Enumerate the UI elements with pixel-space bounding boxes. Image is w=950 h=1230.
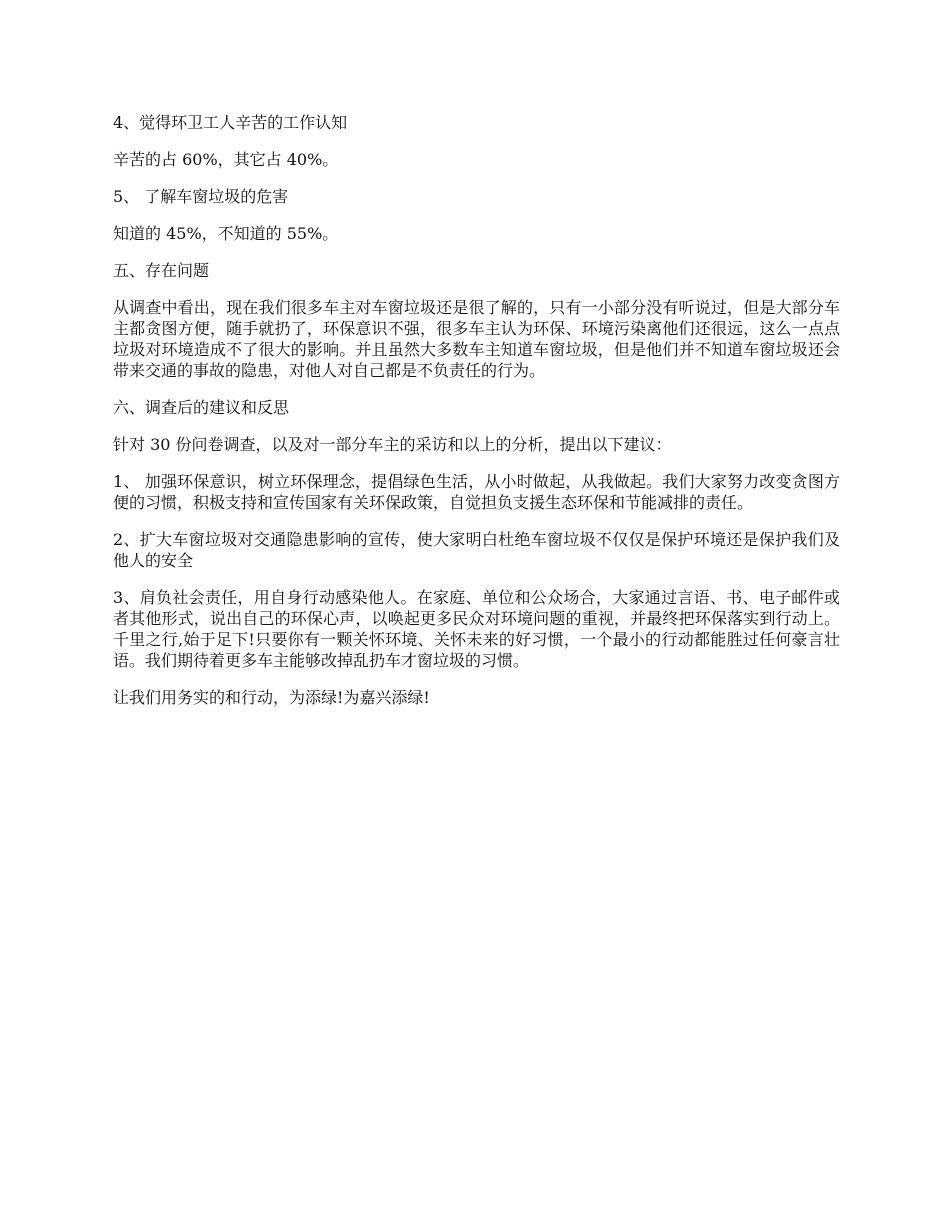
suggestion-2: 2、扩大车窗垃圾对交通隐患影响的宣传，使大家明白杜绝车窗垃圾不仅仅是保护环境还是保护我们及他人的安全 [113,530,840,570]
survey-item-4-heading: 4、觉得环卫工人辛苦的工作认知 [113,113,348,132]
survey-item-4-result: 辛苦的占 60%，其它占 40%。 [113,150,339,169]
document-body [113,112,840,724]
survey-item-5-result: 知道的 45%，不知道的 55%。 [113,224,339,243]
suggestion-1: 1、 加强环保意识，树立环保理念，提倡绿色生活，从小时做起，从我做起。我们大家努力改变贪图方便的习惯，积极支持和宣传国家有关环保政策，自觉担负支援生态环保和节能减排的责任。 [113,472,840,512]
survey-item-5-heading: 5、 了解车窗垃圾的危害 [113,187,289,206]
section-6-title: 六、调查后的建议和反思 [113,398,290,417]
suggestion-3: 3、肩负社会责任，用自身行动感染他人。在家庭、单位和公众场合，大家通过言语、书、电子邮件或者其他形式，说出自己的环保心声，以唤起更多民众对环境问题的重视，并最终把环保落实到行动上。千里之行,始于足下!只要你有一颗关怀环境、关怀未来的好习惯，一个最小的行动都能胜过任何豪言壮语。我们期待着更多车主能够改掉乱扔车才窗垃圾的习惯。 [113,588,840,670]
closing-statement: 让我们用务实的和行动，为添绿!为嘉兴添绿! [113,688,430,707]
section-5-title: 五、存在问题 [113,261,210,280]
section-6-intro: 针对 30 份问卷调查，以及对一部分车主的采访和以上的分析，提出以下建议： [113,435,672,454]
section-5-body: 从调查中看出，现在我们很多车主对车窗垃圾还是很了解的，只有一小部分没有听说过，但是大部分车主都贪图方便，随手就扔了，环保意识不强，很多车主认为环保、环境污染离他们还很远，这么一点点垃圾对环境造成不了很大的影响。并且虽然大多数车主知道车窗垃圾，但是他们并不知道车窗垃圾还会带来交通的事故的隐患，对他人对自己都是不负责任的行为。 [113,298,840,380]
